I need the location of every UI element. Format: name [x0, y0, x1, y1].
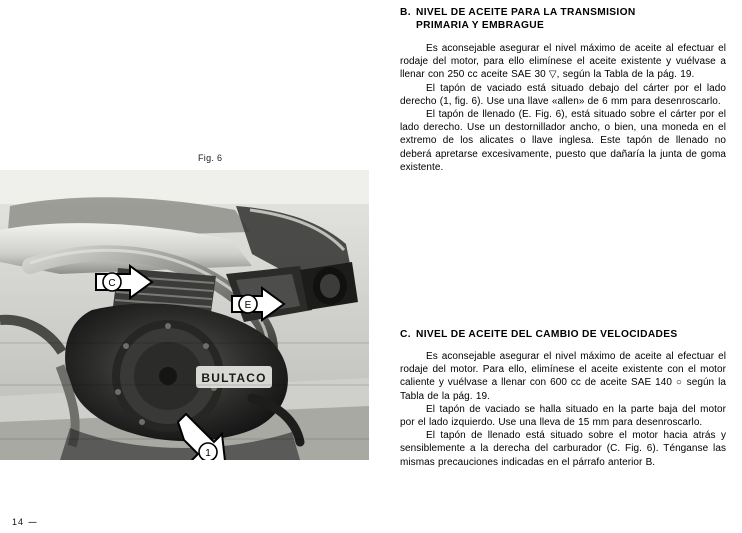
section-b-title-line1: NIVEL DE ACEITE PARA LA TRANSMISION — [416, 7, 636, 18]
right-column — [392, 0, 728, 533]
figure-caption: Fig. 6 — [198, 153, 223, 163]
engine-photo — [0, 170, 369, 460]
page-number-value: 14 — [12, 517, 25, 527]
page-number — [12, 517, 36, 527]
section-c-title — [416, 328, 728, 341]
section-c-paragraph-2: El tapón de vaciado se halla situado en la parte baja del motor por el lado izquierdo. Use una lleva de 15 mm para desenroscarlo. — [400, 403, 726, 429]
svg-text:1: 1 — [205, 448, 211, 459]
section-b-letter: B. — [400, 7, 411, 18]
section-c-title-line1: NIVEL DE ACEITE DEL CAMBIO DE VELOCIDADES — [416, 329, 678, 340]
svg-text:BULTACO: BULTACO — [201, 371, 267, 385]
section-b-paragraph-2: El tapón de vaciado está situado debajo del cárter por el lado derecho (1, fig. 6). Use una llave «allen» de 6 mm para desenroscarlo. — [400, 82, 726, 107]
svg-text:C: C — [108, 278, 116, 289]
section-b-paragraph-1: Es aconsejable asegurar el nivel máximo de aceite al efectuar el rodaje del motor, para ello elimínese el aceite existente y vuélvase a llenar con 250 cc aceite SAE 30 ▽, según la Tabla de la pág. 19. — [400, 43, 726, 81]
engine-photo-graphic — [0, 170, 369, 460]
section-b-title — [416, 6, 728, 32]
section-c-body — [400, 350, 726, 469]
section-b-body — [400, 42, 726, 174]
svg-text:E: E — [244, 300, 252, 311]
section-b-paragraph-3: El tapón de llenado (E. Fig. 6), está situado sobre el cárter por el lado derecho. Use un destornillador ancho, o bien, una moneda en el extremo de los alicates o llave inglesa. Este tapón de llenado no deberá apretarse excesivamente, puesto que dañaría la junta de goma existente. — [400, 109, 726, 173]
page-number-dashes: ---- — [28, 517, 37, 527]
section-c-paragraph-3: El tapón de llenado está situado sobre el motor hacia atrás y sensiblemente a la derecha del carburador (C. Fig. 6). Ténganse las mismas precauciones indicadas en el párrafo anterior B. — [400, 430, 726, 468]
section-b-title-line2: PRIMARIA Y EMBRAGUE — [416, 20, 545, 31]
section-c-heading — [400, 328, 728, 341]
section-c-paragraph-1: Es aconsejable asegurar el nivel máximo de aceite al efectuar el rodaje del motor. Para ello, elimínese el aceite existente con el motor caliente y vuélvase a llenar con 600 cc de aceite SAE 140 ○ según la Tabla de la pág. 19. — [400, 351, 726, 402]
section-b-heading — [400, 6, 728, 32]
section-c-letter: C. — [400, 329, 411, 340]
